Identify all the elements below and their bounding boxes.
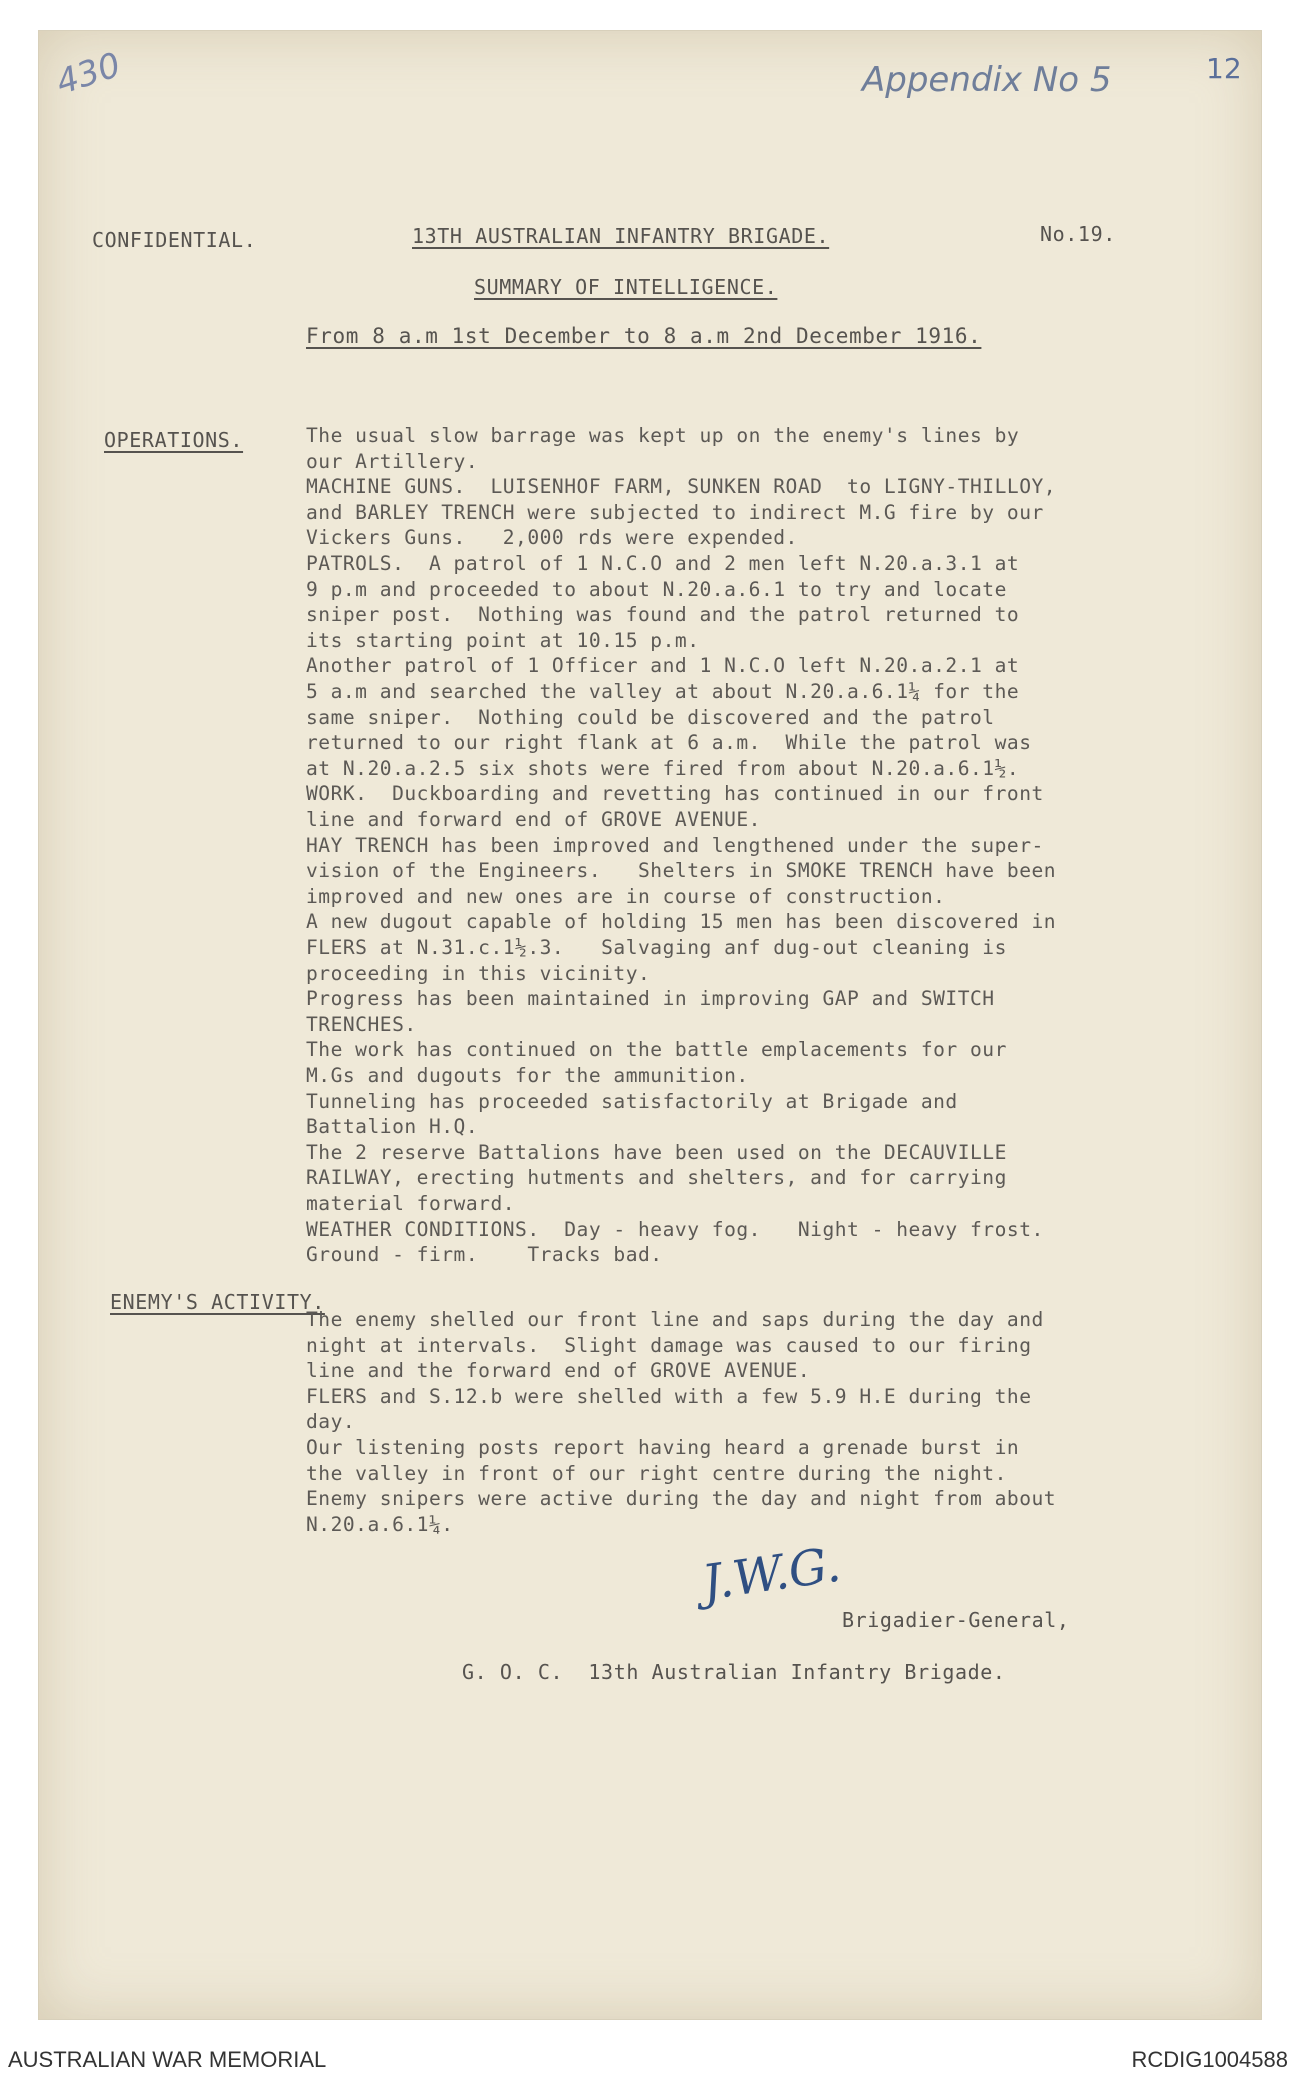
text-line: and BARLEY TRENCH were subjected to indirect M.G fire by our [306,500,1044,524]
appendix-note: Appendix No 5 [862,60,1112,100]
text-line: 5 a.m and searched the valley at about N.20.a.6.1¼ for the [306,680,1020,703]
classification-label: CONFIDENTIAL. [92,228,257,252]
signatory-unit: G. O. C. 13th Australian Infantry Brigade. [462,1660,1006,1684]
text-line: sniper post. Nothing was found and the patrol returned to [306,603,1020,627]
text-line: Vickers Guns. 2,000 rds were expended. [306,526,798,550]
text-line: HAY TRENCH has been improved and lengthened under the super- [306,833,1044,857]
text-line: MACHINE GUNS. LUISENHOF FARM, SUNKEN ROAD to LIGNY-THILLOY, [306,475,1057,499]
text-line: M.Gs and dugouts for the ammunition. [306,1064,749,1087]
text-line: RAILWAY, erecting hutments and shelters, and for carrying [306,1166,1007,1190]
operations-heading: OPERATIONS. [104,428,244,452]
text-line: day. [306,1410,356,1434]
brigade-heading: 13TH AUSTRALIAN INFANTRY BRIGADE. [412,224,830,248]
text-line: our Artillery. [306,449,479,473]
text-line: WORK. Duckboarding and revetting has continued in our front [306,782,1044,806]
enemy-activity-heading: ENEMY'S ACTIVITY. [110,1290,325,1314]
footer-record-id: RCDIG1004588 [1131,2047,1288,2072]
text-line: night at intervals. Slight damage was caused to our firing [306,1333,1032,1357]
text-line: Our listening posts report having heard a grenade burst in [306,1436,1020,1459]
text-line: N.20.a.6.1¼. [306,1512,454,1536]
text-line: line and forward end of GROVE AVENUE. [306,808,761,831]
text-line: The work has continued on the battle emplacements for our [306,1038,1007,1062]
text-line: The enemy shelled our front line and saps during the day and [306,1308,1044,1331]
text-line: Ground - firm. Tracks bad. [306,1243,663,1267]
text-line: 9 p.m and proceeded to about N.20.a.6.1 to try and locate [306,577,1007,601]
text-line: The usual slow barrage was kept up on the enemy's lines by [306,424,1020,447]
text-line: at N.20.a.2.5 six shots were fired from about N.20.a.6.1½. [306,756,1020,780]
text-line: returned to our right flank at 6 a.m. While the patrol was [306,731,1032,755]
text-line: vision of the Engineers. Shelters in SMOKE TRENCH have been [306,859,1057,883]
page-number: 12 [1206,52,1242,85]
text-line: same sniper. Nothing could be discovered and the patrol [306,705,995,729]
document-title: SUMMARY OF INTELLIGENCE. [474,275,778,299]
signatory-rank: Brigadier-General, [842,1608,1070,1632]
text-line: A new dugout capable of holding 15 men has been discovered in [306,910,1057,934]
text-line: The 2 reserve Battalions have been used on the DECAUVILLE [306,1140,1007,1164]
text-line: WEATHER CONDITIONS. Day - heavy fog. Night - heavy frost. [306,1217,1044,1241]
text-line: improved and new ones are in course of construction. [306,884,946,908]
text-line: Another patrol of 1 Officer and 1 N.C.O left N.20.a.2.1 at [306,654,1020,678]
text-line: Battalion H.Q. [306,1115,479,1139]
folio-number: 430 [51,44,126,104]
footer-institution: AUSTRALIAN WAR MEMORIAL [8,2047,327,2072]
text-line: Enemy snipers were active during the day and night from about [306,1487,1057,1511]
text-line: proceeding in this vicinity. [306,961,651,985]
text-line: material forward. [306,1192,516,1215]
summary-number: No.19. [1040,222,1116,246]
text-line: the valley in front of our right centre during the night. [306,1461,1007,1485]
text-line: TRENCHES. [306,1012,417,1036]
text-line: FLERS at N.31.c.1½.3. Salvaging anf dug-out cleaning is [306,936,1007,959]
signature-mark: J.W.G. [698,1536,845,1612]
text-line: Progress has been maintained in improving GAP and SWITCH [306,987,995,1011]
text-line: FLERS and S.12.b were shelled with a few 5.9 H.E during the [306,1384,1032,1408]
text-line: PATROLS. A patrol of 1 N.C.O and 2 men left N.20.a.3.1 at [306,552,1020,575]
text-line: Tunneling has proceeded satisfactorily at Brigade and [306,1089,958,1113]
text-line: line and the forward end of GROVE AVENUE. [306,1359,811,1383]
text-line: its starting point at 10.15 p.m. [306,628,700,652]
period-line: From 8 a.m 1st December to 8 a.m 2nd December 1916. [306,324,982,348]
